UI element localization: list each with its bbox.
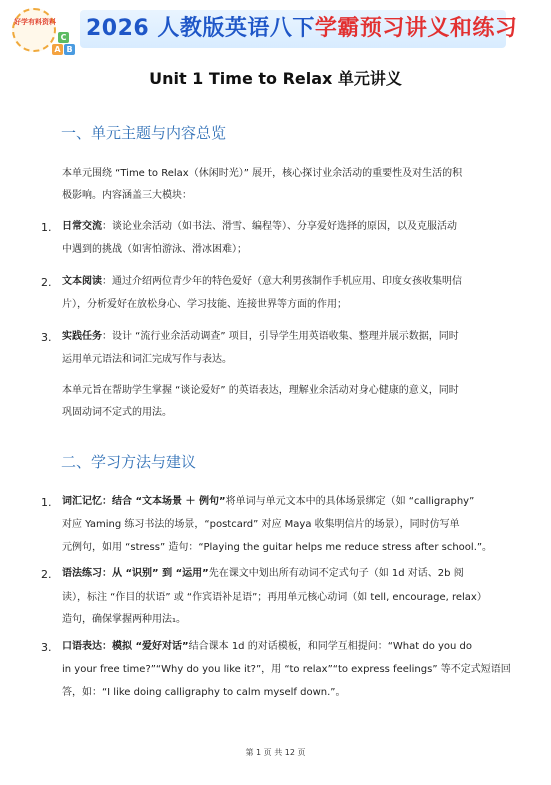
method-item-line bbox=[62, 563, 464, 585]
method-text: 结合课本 1d 的对话模板，和同学互相提问：“What do you do bbox=[188, 641, 473, 652]
module-text: ：设计 “流行业余活动调查” 项目，引导学生用英语收集、整理并展示数据，同时 bbox=[102, 331, 459, 342]
method-lead: 口语表达：模拟 “爱好对话” bbox=[62, 641, 189, 652]
method-lead: 词汇记忆：结合 “文本场景 ＋ 例句” bbox=[62, 496, 226, 507]
method-text: 先在课文中划出所有动词不定式句子（如 1d 对话、2b 阅 bbox=[208, 568, 464, 579]
block-c: C bbox=[58, 32, 69, 43]
method-item-line: in your free time?”“Why do you like it?”，用 “to relax”“to express feelings” 等不定式短语回 bbox=[62, 664, 511, 675]
module-lead: 日常交流 bbox=[62, 221, 102, 232]
method-item-line: 元例句，如用 “stress” 造句：“Playing the guitar helps me reduce stress after school.”。 bbox=[62, 542, 493, 553]
module-lead: 文本阅读 bbox=[62, 276, 102, 287]
method-item-line bbox=[62, 636, 472, 658]
module-item-line: 片），分析爱好在放松身心、学习技能、连接世界等方面的作用； bbox=[62, 299, 347, 310]
logo-text: 好学有料资料 bbox=[14, 18, 56, 26]
block-b: B bbox=[64, 44, 75, 55]
block-a: A bbox=[52, 44, 63, 55]
unit-title: Unit 1 Time to Relax 单元讲义 bbox=[149, 69, 402, 88]
logo-badge bbox=[12, 8, 56, 52]
banner-title-subject: 英语八下 bbox=[224, 16, 315, 41]
intro-line-2: 极影响。内容涵盖三大模块： bbox=[62, 190, 192, 201]
section-heading-2: 二、学习方法与建议 bbox=[61, 453, 197, 471]
list-number: 3. bbox=[41, 641, 52, 654]
banner-title bbox=[86, 11, 517, 47]
section-heading-1: 一、单元主题与内容总览 bbox=[61, 124, 227, 142]
method-lead: 语法练习：从 “识别” 到 “运用” bbox=[62, 568, 209, 579]
method-item-line: 读），标注 “作目的状语” 或 “作宾语补足语”；再用单元核心动词（如 tell, encourage, relax） bbox=[62, 592, 487, 603]
list-number: 3. bbox=[41, 331, 52, 344]
list-number: 1. bbox=[41, 496, 52, 509]
module-item-line bbox=[62, 271, 462, 293]
outro-line-2: 巩固动词不定式的用法。 bbox=[62, 407, 172, 418]
page-number: 第 1 页 共 12 页 bbox=[245, 748, 306, 757]
method-item-line bbox=[62, 491, 474, 513]
module-lead: 实践任务 bbox=[62, 331, 102, 342]
module-text: ：通过介绍两位青少年的特色爱好（意大利男孩制作手机应用、印度女孩收集明信 bbox=[102, 276, 462, 287]
outro-line-1: 本单元旨在帮助学生掌握 “谈论爱好” 的英语表达，理解业余活动对身心健康的意义，同时 bbox=[62, 385, 459, 396]
list-number: 1. bbox=[41, 221, 52, 234]
brand-logo bbox=[12, 6, 74, 56]
method-item-line: 造句，确保掌握两种用法₁。 bbox=[62, 614, 187, 625]
method-item-line: 对应 Yaming 练习书法的场景，“postcard” 对应 Maya 收集明信片的场景），同时仿写单 bbox=[62, 519, 460, 530]
banner-title-year: 2026 人教版 bbox=[86, 16, 225, 41]
abc-blocks-icon bbox=[52, 32, 80, 56]
list-number: 2. bbox=[41, 568, 52, 581]
module-item-line: 运用单元语法和词汇完成写作与表达。 bbox=[62, 354, 232, 365]
module-item-line bbox=[62, 216, 457, 238]
module-text: ：谈论业余活动（如书法、滑雪、编程等）、分享爱好选择的原因，以及克服活动 bbox=[102, 221, 457, 232]
method-item-line: 答，如：“I like doing calligraphy to calm myself down.”。 bbox=[62, 687, 346, 698]
header-banner bbox=[0, 0, 551, 58]
module-item-line bbox=[62, 326, 459, 348]
intro-line-1: 本单元围绕 “Time to Relax（休闲时光）” 展开，核心探讨业余活动的重要性及对生活的积 bbox=[62, 168, 463, 179]
banner-title-series: 学霸预习讲义和练习 bbox=[314, 16, 518, 41]
module-item-line: 中遇到的挑战（如害怕游泳、滑冰困难）； bbox=[62, 244, 247, 255]
list-number: 2. bbox=[41, 276, 52, 289]
method-text: 将单词与单元文本中的具体场景绑定（如 “calligraphy” bbox=[225, 496, 475, 507]
